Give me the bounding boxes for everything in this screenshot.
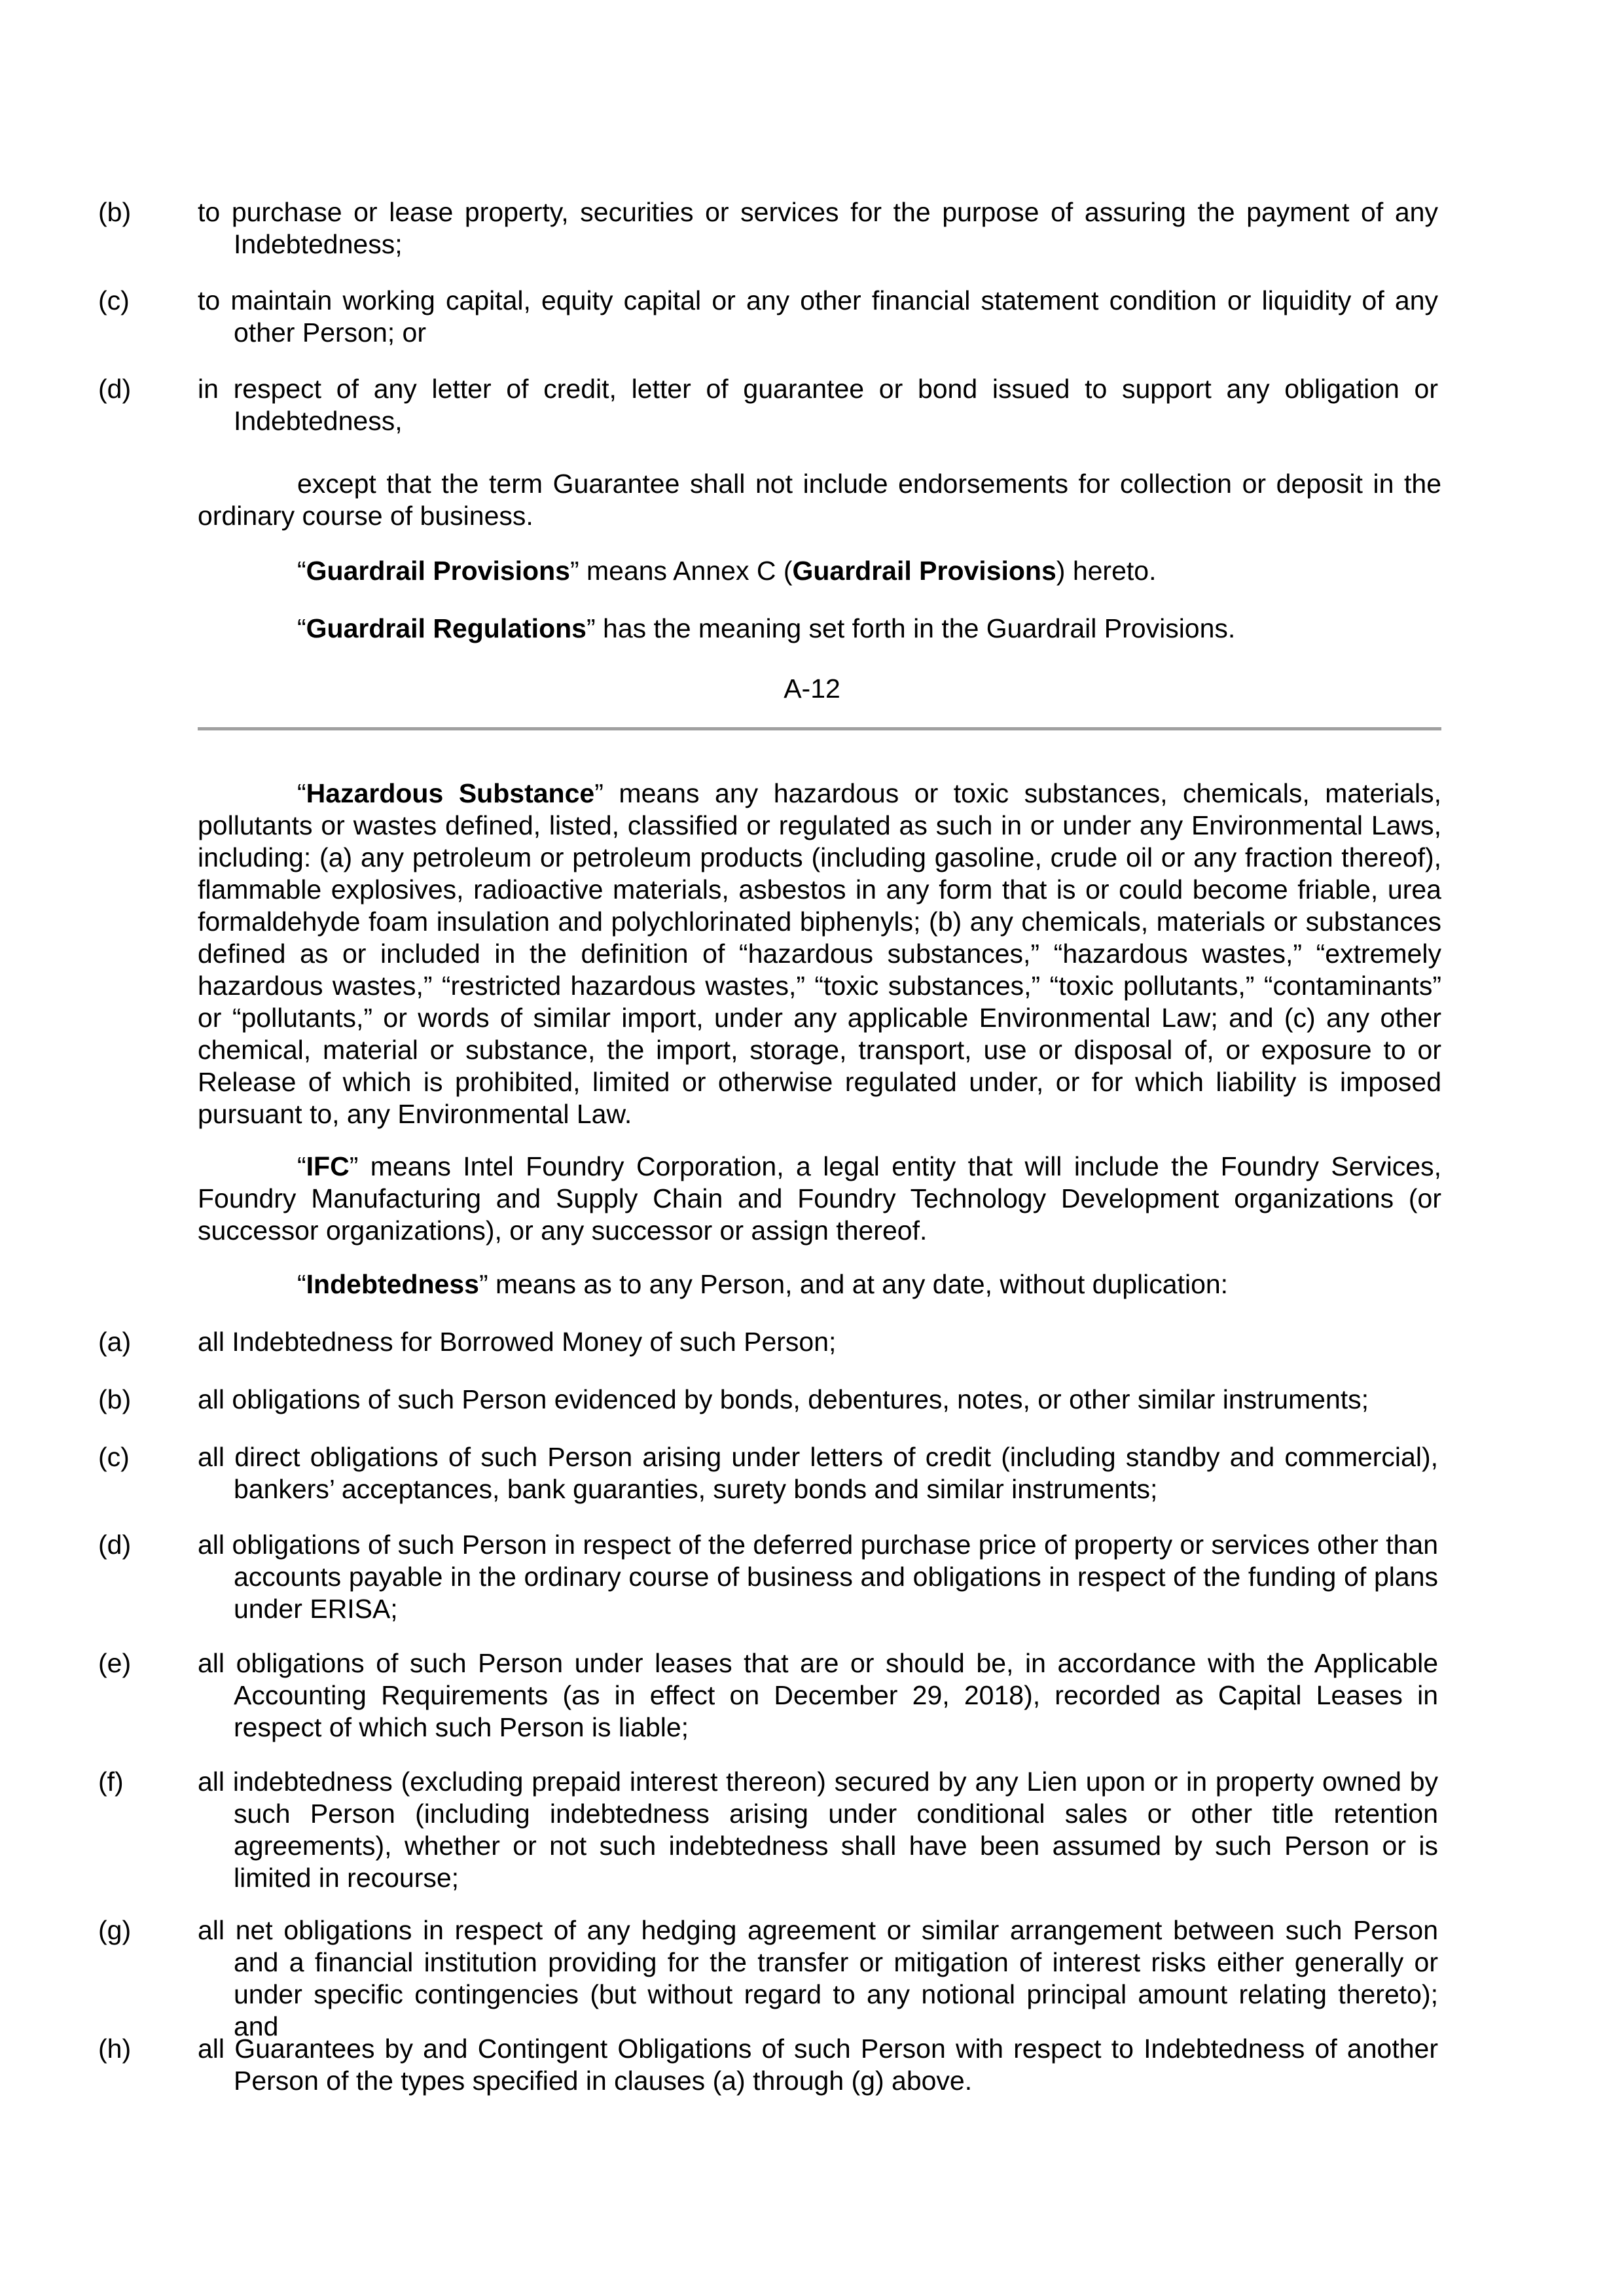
- clause-text: to purchase or lease property, securities or services for the purpose of assuring the payment of any Indebtedness;: [198, 197, 1438, 259]
- definition-indebtedness: [198, 1268, 1441, 1300]
- clause-label: (e): [98, 1648, 132, 1678]
- definition-hazardous-substance: [198, 778, 1441, 1130]
- open-quote: “: [297, 556, 306, 586]
- defined-term: Indebtedness: [306, 1269, 479, 1299]
- defined-term-reference: Guardrail Provisions: [792, 556, 1056, 586]
- indebtedness-clause-d: [98, 1529, 1441, 1625]
- defined-term: IFC: [306, 1151, 350, 1181]
- definition-guardrail-provisions: [198, 555, 1441, 587]
- clause-text: all indebtedness (excluding prepaid interest thereon) secured by any Lien upon or in property owned by such Person (including indebtedness arising under conditional sales or other title retention agreements), whether or not such indebtedness shall have been assumed by such Person or is limited in recourse;: [198, 1767, 1438, 1893]
- clause-label: (f): [98, 1767, 124, 1797]
- clause-text: all obligations of such Person in respect of the deferred purchase price of property or services other than accounts payable in the ordinary course of business and obligations in respect of the funding of plans under ERISA;: [198, 1530, 1438, 1624]
- indebtedness-clause-g: [98, 1914, 1441, 2043]
- indebtedness-clause-a: [98, 1326, 1441, 1358]
- page-number: A-12: [784, 673, 840, 704]
- definition-text: ” means Annex C (: [569, 556, 793, 586]
- clause-text: all net obligations in respect of any hedging agreement or similar arrangement between such Person and a financial institution providing for the transfer or mitigation of interest risks either generally or under specific contingencies (but without regard to any notional principal amount relating thereto); and: [198, 1915, 1438, 2041]
- defined-term: Guardrail Regulations: [306, 613, 586, 643]
- definition-text-end: ) hereto.: [1056, 556, 1157, 586]
- definition-text: ” means any hazardous or toxic substances, chemicals, materials, pollutants or wastes defined, listed, classified or regulated as such in or under any Environmental Laws, including: (a) any petroleum or petroleum products (including gasoline, crude oil or any fraction thereof), flammable explosives, radioactive materials, asbestos in any form that is or could become friable, urea formaldehyde foam insulation and polychlorinated biphenyls; (b) any chemicals, materials or substances defined as or included in the definition of “hazardous substances,” “hazardous wastes,” “extremely hazardous wastes,” “restricted hazardous wastes,” “toxic substances,” “toxic pollutants,” “contaminants” or “pollutants,” or words of similar import, under any applicable Environmental Law; and (c) any other chemical, material or substance, the import, storage, transport, use or disposal of, or exposure to or Release of which is prohibited, limited or otherwise regulated under, or for which liability is imposed pursuant to, any Environmental Law.: [198, 778, 1441, 1129]
- clause-d: [98, 373, 1441, 437]
- clause-label: (a): [98, 1327, 132, 1357]
- clause-label: (d): [98, 374, 132, 404]
- indebtedness-clause-f: [98, 1766, 1441, 1894]
- open-quote: “: [297, 613, 306, 643]
- clause-text: all direct obligations of such Person arising under letters of credit (including standby and commercial), bankers’ acceptances, bank guaranties, surety bonds and similar instruments;: [198, 1442, 1438, 1504]
- indebtedness-clause-h: [98, 2033, 1441, 2097]
- clause-text: all Indebtedness for Borrowed Money of such Person;: [198, 1327, 837, 1357]
- indebtedness-clause-e: [98, 1647, 1441, 1744]
- clause-label: (h): [98, 2034, 132, 2064]
- definition-ifc: [198, 1151, 1441, 1247]
- open-quote: “: [297, 778, 306, 808]
- page-divider: [198, 727, 1441, 730]
- clause-label: (b): [98, 1384, 132, 1414]
- open-quote: “: [297, 1269, 306, 1299]
- definition-text: ” means as to any Person, and at any date, without duplication:: [478, 1269, 1229, 1299]
- clause-b: [98, 196, 1441, 260]
- clause-text: in respect of any letter of credit, letter of guarantee or bond issued to support any obligation or Indebtedness,: [198, 374, 1438, 436]
- clause-label: (d): [98, 1530, 132, 1560]
- clause-label: (c): [98, 285, 130, 315]
- defined-term: Hazardous Substance: [306, 778, 595, 808]
- clause-label: (g): [98, 1915, 132, 1945]
- clause-text: to maintain working capital, equity capital or any other financial statement condition or liquidity of any other Person; or: [198, 285, 1438, 348]
- indebtedness-clause-c: [98, 1441, 1441, 1505]
- definition-text: ” means Intel Foundry Corporation, a legal entity that will include the Foundry Services, Foundry Manufacturing and Supply Chain and Foundry Technology Development organizations (or successor organizations), or any successor or assign thereof.: [198, 1151, 1441, 1246]
- indebtedness-clause-b: [98, 1384, 1441, 1416]
- clause-label: (c): [98, 1442, 130, 1472]
- clause-label: (b): [98, 197, 132, 227]
- clause-text: all obligations of such Person under leases that are or should be, in accordance with the Applicable Accounting Requirements (as in effect on December 29, 2018), recorded as Capital Leases in respect of which such Person is liable;: [198, 1648, 1438, 1742]
- definition-guardrail-regulations: [198, 613, 1441, 645]
- except-paragraph: except that the term Guarantee shall not include endorsements for collection or deposit in the ordinary course of business.: [198, 469, 1441, 531]
- clause-c: [98, 285, 1441, 349]
- defined-term: Guardrail Provisions: [306, 556, 570, 586]
- clause-text: all Guarantees by and Contingent Obligations of such Person with respect to Indebtedness of another Person of the types specified in clauses (a) through (g) above.: [198, 2034, 1438, 2096]
- clause-text: all obligations of such Person evidenced by bonds, debentures, notes, or other similar instruments;: [198, 1384, 1369, 1414]
- open-quote: “: [297, 1151, 306, 1181]
- definition-text: ” has the meaning set forth in the Guardrail Provisions.: [586, 613, 1236, 643]
